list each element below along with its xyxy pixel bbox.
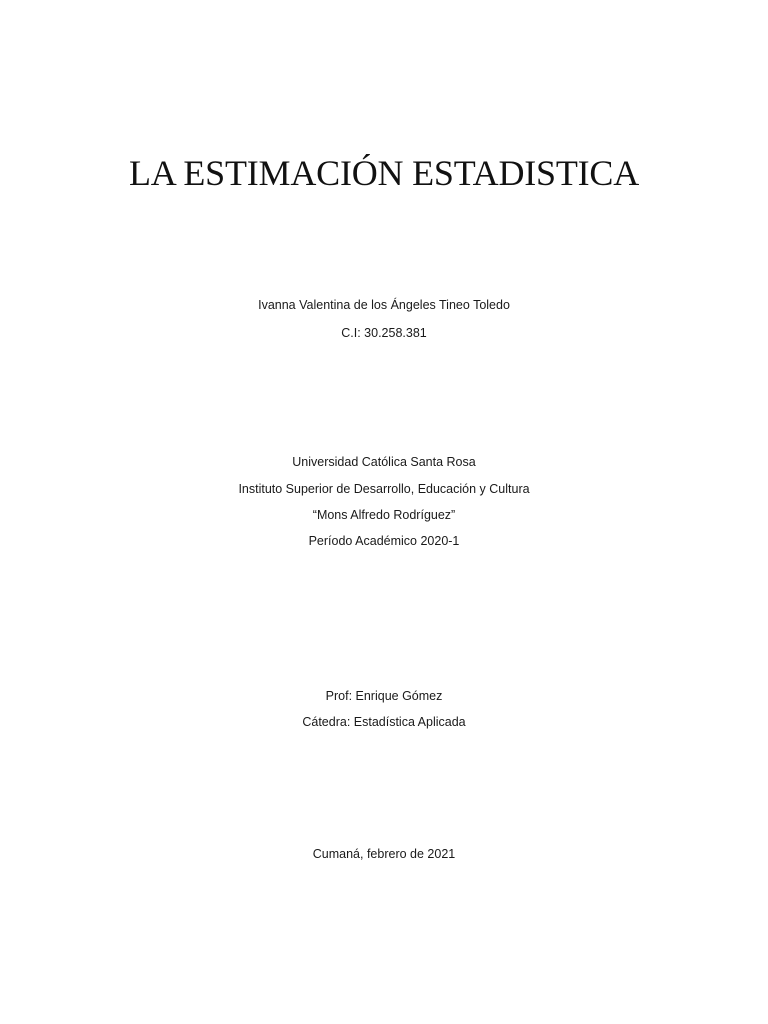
academic-period: Período Académico 2020-1	[308, 534, 460, 548]
institute-honoree: “Mons Alfredo Rodríguez”	[312, 508, 456, 522]
place-date: Cumaná, febrero de 2021	[312, 847, 456, 861]
author-id: C.I: 30.258.381	[341, 326, 427, 340]
author-name: Ivanna Valentina de los Ángeles Tineo Toledo	[258, 298, 510, 312]
professor-name: Prof: Enrique Gómez	[325, 689, 443, 703]
institute-name: Instituto Superior de Desarrollo, Educación y Cultura	[238, 482, 530, 496]
course-subject: Cátedra: Estadística Aplicada	[302, 715, 466, 729]
university-name: Universidad Católica Santa Rosa	[292, 455, 476, 469]
document-title: LA ESTIMACIÓN ESTADISTICA	[128, 153, 640, 193]
